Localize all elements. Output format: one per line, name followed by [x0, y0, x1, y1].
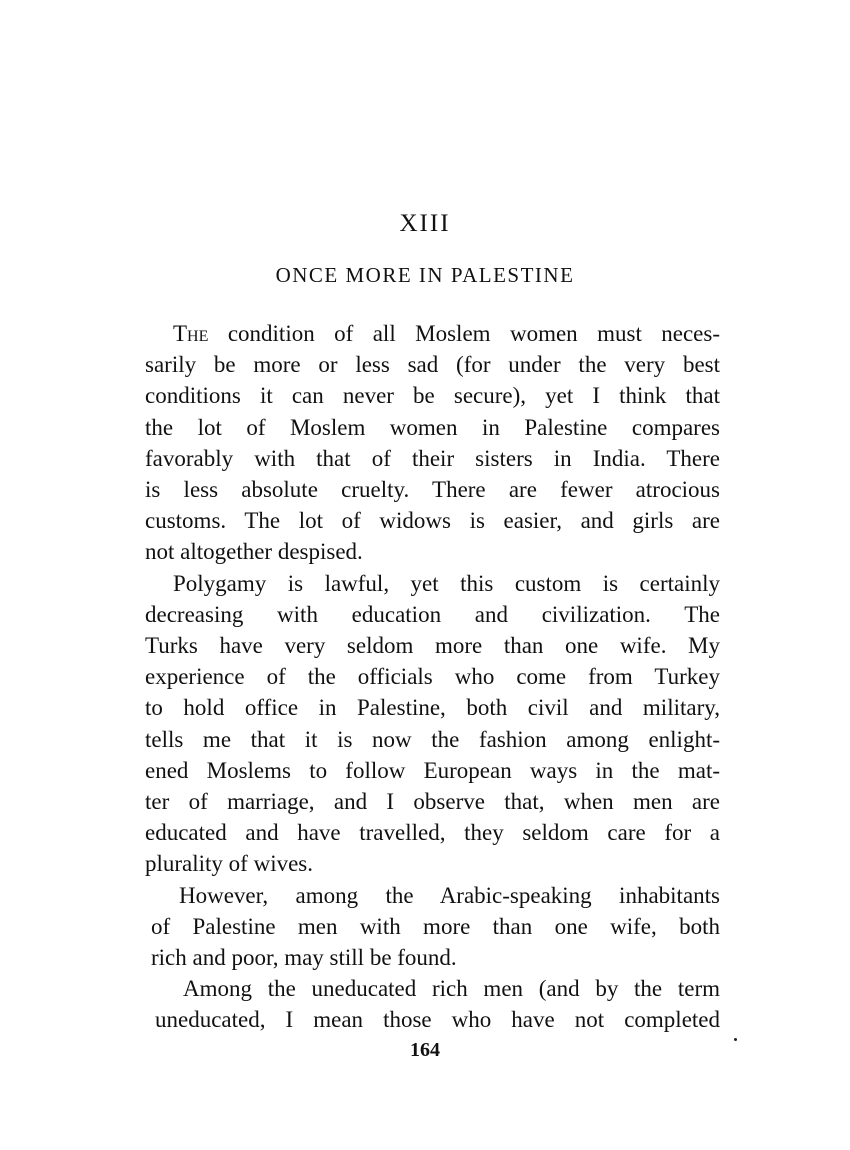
text-line: uneducated, I mean those who have not completed [155, 1007, 720, 1033]
body-text [145, 318, 720, 1036]
text-line [145, 318, 720, 349]
text-line: favorably with that of their sisters in India. There [145, 445, 720, 471]
text-line: ened Moslems to follow European ways in the mat- [145, 757, 720, 783]
text-line: sarily be more or less sad (for under the very best [145, 352, 720, 378]
text-line: Among the uneducated rich men (and by the term [183, 976, 720, 1002]
text-line: plurality of wives. [145, 851, 313, 877]
chapter-number: XIII [399, 210, 451, 237]
paragraph-4 [145, 973, 720, 1035]
chapter-title: ONCE MORE IN PALESTINE [275, 263, 575, 287]
paragraph-2 [145, 568, 720, 880]
text-line: Polygamy is lawful, yet this custom is certainly [173, 570, 720, 596]
paragraph-3 [145, 880, 720, 974]
text-line-content: condition of all Moslem women must neces- [227, 321, 721, 346]
text-line: rich and poor, may still be found. [151, 945, 457, 971]
text-line: Turks have very seldom more than one wife. My [145, 633, 720, 659]
text-line: to hold office in Palestine, both civil and military, [145, 695, 720, 721]
text-line: the lot of Moslem women in Palestine compares [145, 414, 720, 440]
text-line: educated and have travelled, they seldom care for a [145, 820, 720, 846]
paragraph-1 [145, 318, 720, 568]
lead-word: The [173, 321, 209, 346]
text-line: customs. The lot of widows is easier, and girls are [145, 508, 720, 534]
text-line: experience of the officials who come from Turkey [145, 664, 720, 690]
text-line: of Palestine men with more than one wife, both [151, 913, 720, 939]
text-line: not altogether despised. [145, 539, 363, 565]
text-line: is less absolute cruelty. There are fewer atrocious [145, 477, 720, 503]
text-line: conditions it can never be secure), yet I think that [145, 383, 720, 409]
text-line: decreasing with education and civilization. The [145, 601, 720, 627]
text-line: However, among the Arabic-speaking inhabitants [179, 882, 720, 908]
text-line: ter of marriage, and I observe that, when men are [145, 789, 720, 815]
page-number: 164 [410, 1039, 440, 1061]
text-line: tells me that it is now the fashion among enlight- [145, 726, 720, 752]
